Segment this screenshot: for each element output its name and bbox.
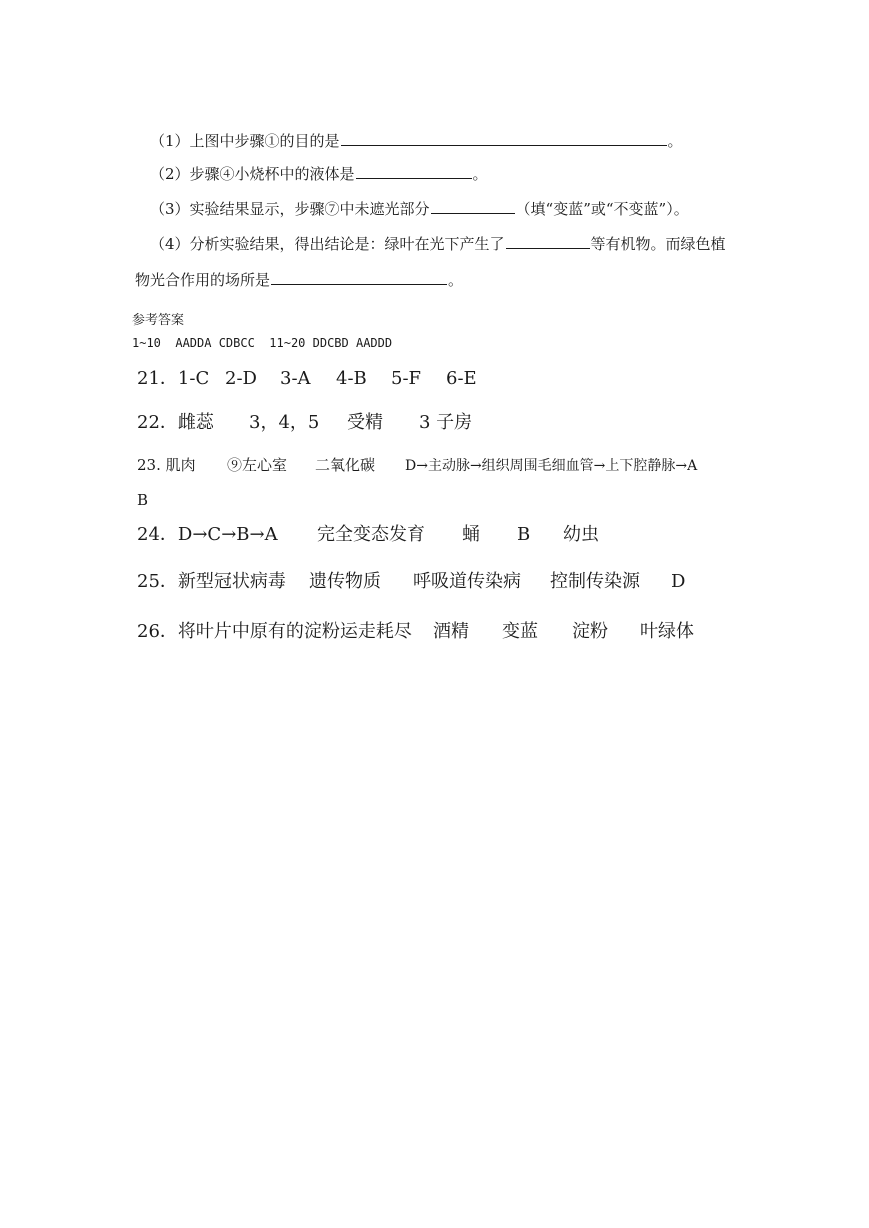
answer-22-item: 3 子房 <box>419 412 473 433</box>
answer-26-item: 淀粉 <box>572 621 608 642</box>
answer-25-item: 遗传物质 <box>309 571 381 592</box>
answer-24-item: 完全变态发育 <box>317 524 425 545</box>
answer-blank <box>506 234 590 249</box>
question-4-continued <box>135 270 463 288</box>
answer-21-item: 2-D <box>225 368 257 389</box>
answer-22-item: 3，4，5 <box>249 412 320 433</box>
answer-21-item: 5-F <box>391 368 422 389</box>
answer-23-item: 二氧化碳 <box>315 456 376 474</box>
answer-26-item: 变蓝 <box>502 621 538 642</box>
question-2-text: （2）步骤④小烧杯中的液体是 <box>150 165 355 183</box>
answer-21-item: 4-B <box>336 368 367 389</box>
answer-26 <box>137 623 694 641</box>
answer-24 <box>137 526 599 544</box>
question-3-text: （3）实验结果显示，步骤⑦中未遮光部分 <box>150 200 430 218</box>
answer-22-item: 22．雌蕊 <box>137 412 214 433</box>
answer-26-item: 酒精 <box>433 621 469 642</box>
answer-25-item: 25．新型冠状病毒 <box>137 571 286 592</box>
answer-23 <box>137 458 697 473</box>
answer-21-item: 21．1-C <box>137 368 210 389</box>
answer-23-item: ⑨左心室 <box>227 456 288 474</box>
answer-26-item: 叶绿体 <box>640 621 694 642</box>
answer-22 <box>137 414 472 432</box>
answer-24-item: B <box>517 524 531 545</box>
answers-heading: 参考答案 <box>132 313 185 328</box>
answer-21-item: 6-E <box>446 368 477 389</box>
answer-25 <box>137 573 685 591</box>
answer-23-wrap: B <box>137 491 149 509</box>
answer-24-item: 幼虫 <box>563 524 599 545</box>
question-4 <box>150 234 726 252</box>
question-4-middle: 等有机物。而绿色植 <box>590 235 726 253</box>
answer-blank <box>356 164 472 179</box>
answer-blank <box>341 131 667 146</box>
question-1-text: （1）上图中步骤①的目的是 <box>150 132 340 150</box>
answer-23-item: D→主动脉→组织周围毛细血管→上下腔静脉→A <box>405 458 698 474</box>
answer-23-item: 23. 肌肉 <box>137 456 196 474</box>
answer-21-item: 3-A <box>280 368 311 389</box>
question-2-suffix: 。 <box>472 165 488 183</box>
question-4-text: （4）分析实验结果，得出结论是：绿叶在光下产生了 <box>150 235 505 253</box>
question-1-suffix: 。 <box>667 132 683 150</box>
question-1 <box>150 131 683 149</box>
question-3-suffix: （填“变蓝”或“不变蓝”）。 <box>515 200 689 218</box>
answer-25-item: D <box>671 571 686 592</box>
answer-26-item: 26．将叶片中原有的淀粉运走耗尽 <box>137 621 412 642</box>
question-4-line2-suffix: 。 <box>448 271 464 289</box>
answer-24-item: 24．D→C→B→A <box>137 524 278 545</box>
answer-21 <box>137 370 477 388</box>
answers-multiple-choice: 1~10 AADDA CDBCC 11~20 DDCBD AADDD <box>132 336 393 350</box>
answer-25-item: 呼吸道传染病 <box>413 571 521 592</box>
question-4-line2-text: 物光合作用的场所是 <box>135 271 271 289</box>
answer-blank <box>271 270 447 285</box>
answer-24-item: 蛹 <box>462 524 480 545</box>
answer-25-item: 控制传染源 <box>550 571 640 592</box>
question-3 <box>150 199 689 217</box>
answer-blank <box>431 199 515 214</box>
answer-22-item: 受精 <box>347 412 383 433</box>
question-2 <box>150 164 488 182</box>
